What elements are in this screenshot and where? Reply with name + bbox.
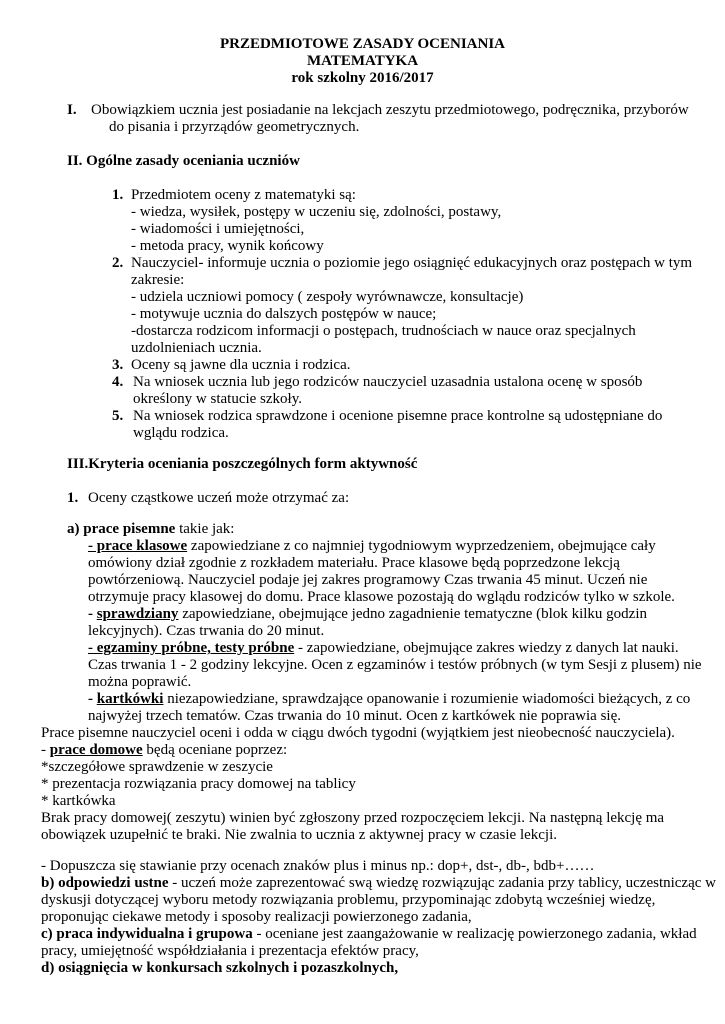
homework-item: *szczegółowe sprawdzenie w zeszycie [41, 759, 273, 775]
written-work-label: prace pisemne [83, 521, 176, 537]
point-1-number: 1. [67, 490, 79, 506]
oral-answers-text: - uczeń może zaprezentować swą wiedzę rozwiązując zadania przy tablicy, uczestnicząc w [168, 875, 716, 891]
item-1-text: Przedmiotem oceny z matematyki są: [131, 187, 356, 203]
short-tests-text: niezapowiedziane, sprawdzające opanowanie i rozumienie wiadomości bieżących, z co [163, 691, 691, 707]
group-work-label: c) praca indywidualna i grupowa [41, 926, 253, 942]
item-5-text-cont: wglądu rodzica. [133, 425, 229, 441]
homework-item: * prezentacja rozwiązania pracy domowej na tablicy [41, 776, 356, 792]
oral-answers-text-cont: proponując ciekawe metody i sposoby realizacji powierzonego zadania, [41, 909, 472, 925]
homework-line [41, 741, 287, 759]
section-1-text-cont: do pisania i przyrządów geometrycznych. [109, 119, 360, 135]
class-tests-text: zapowiedziane z co najmniej tygodniowym wyprzedzeniem, obejmujące cały [187, 538, 656, 554]
quizzes-label: sprawdziany [96, 606, 179, 622]
section-1-number: I. [67, 102, 77, 118]
mock-exams-text: - zapowiedziane, obejmujące zakres wiedzy z danych lat nauki. [294, 640, 679, 656]
item-1-sub: - wiadomości i umiejętności, [131, 221, 305, 237]
plus-minus-note: - Dopuszcza się stawianie przy ocenach znaków plus i minus np.: dop+, dst-, db-, bdb+…… [41, 858, 595, 874]
document-title: PRZEDMIOTOWE ZASADY OCENIANIA [219, 36, 506, 52]
mock-exams-label: - egzaminy próbne, testy próbne [88, 640, 295, 656]
school-year: rok szkolny 2016/2017 [291, 70, 434, 86]
quizzes-line [88, 605, 647, 623]
group-work-line [41, 925, 697, 943]
class-tests-text-cont: otrzymuje pracy klasowej do domu. Prace klasowe pozostają do wglądu rodziców tylko w szkole. [88, 589, 675, 605]
mock-exams-text-cont: można poprawić. [88, 674, 192, 690]
short-tests-dash: - [88, 691, 97, 707]
homework-item: * kartkówka [41, 793, 116, 809]
oral-answers-text-cont: dyskusji dotyczącej wyboru metody rozwiązania problemu, przypominając zdobytą wcześniej wiedzę, [41, 892, 656, 908]
item-4-text: Na wniosek ucznia lub jego rodziców nauczyciel uzasadnia ustalona ocenę w sposób [133, 374, 643, 390]
group-work-text: - oceniane jest zaangażowanie w realizację powierzonego zadania, wkład [252, 926, 697, 942]
mock-exams-text-cont: Czas trwania 1 - 2 godziny lekcyjne. Ocen z egzaminów i testów próbnych (w tym Sesji z plusem) nie [88, 657, 702, 673]
section-2-heading: II. Ogólne zasady oceniania uczniów [67, 153, 300, 169]
competitions-line: d) osiągnięcia w konkursach szkolnych i pozaszkolnych, [41, 960, 399, 976]
class-tests-text-cont: omówiony dział zgodnie z rozkładem materiału. Prace klasowe będą poprzedzone lekcją [88, 555, 620, 571]
short-tests-label: kartkówki [96, 691, 164, 707]
item-2-number: 2. [112, 255, 124, 271]
item-2-text-cont: zakresie: [131, 272, 185, 288]
item-1-sub: - wiedza, wysiłek, postępy w uczeniu się, zdolności, postawy, [131, 204, 502, 220]
homework-dash: - [41, 742, 50, 758]
quizzes-text-cont: lekcyjnych). Czas trwania do 20 minut. [88, 623, 325, 639]
class-tests-line [88, 537, 656, 555]
section-3-heading: III.Kryteria oceniania poszczególnych form aktywność [67, 456, 418, 472]
group-work-text-cont: pracy, umiejętność współdziałania i prezentacja efektów pracy, [41, 943, 419, 959]
missing-homework-text-cont: obowiązek uzupełnić te braki. Nie zwalnia to ucznia z aktywnej pracy w czasie lekcji. [41, 827, 558, 843]
item-2-sub: - udziela uczniowi pomocy ( zespoły wyrównawcze, konsultacje) [131, 289, 524, 305]
class-tests-label: - prace klasowe [88, 538, 188, 554]
written-work-line [67, 520, 234, 538]
item-1-number: 1. [112, 187, 124, 203]
mock-exams-line [88, 639, 679, 657]
item-3-number: 3. [112, 357, 124, 373]
item-2-text: Nauczyciel- informuje ucznia o poziomie jego osiągnięć edukacyjnych oraz postępach w tym [131, 255, 693, 271]
section-1-text: Obowiązkiem ucznia jest posiadanie na lekcjach zeszytu przedmiotowego, podręcznika, przyborów [91, 102, 689, 118]
quizzes-text: zapowiedziane, obejmujące jedno zagadnienie tematyczne (blok kilku godzin [178, 606, 647, 622]
oral-answers-label: b) odpowiedzi ustne [41, 875, 169, 891]
item-5-text: Na wniosek rodzica sprawdzone i ocenione pisemne prace kontrolne są udostępniane do [133, 408, 663, 424]
item-5-number: 5. [112, 408, 124, 424]
short-tests-line [88, 690, 690, 708]
point-a-label: a) [67, 521, 80, 537]
missing-homework-text: Brak pracy domowej( zeszytu) winien być zgłoszony przed rozpoczęciem lekcji. Na następną lekcję ma [41, 810, 665, 826]
item-2-sub-cont: uzdolnieniach ucznia. [131, 340, 262, 356]
item-2-sub: - motywuje ucznia do dalszych postępów w nauce; [131, 306, 437, 322]
item-4-text-cont: określony w statucie szkoły. [133, 391, 302, 407]
return-policy: Prace pisemne nauczyciel oceni i odda w ciągu dwóch tygodni (wyjątkiem jest nieobecność nauczyciela). [41, 725, 675, 741]
point-1-text: Oceny cząstkowe uczeń może otrzymać za: [88, 490, 350, 506]
class-tests-text-cont: powtórzeniową. Nauczyciel podaje jej zakres programowy Czas trwania 45 minut. Uczeń nie [88, 572, 648, 588]
item-3-text: Oceny są jawne dla ucznia i rodzica. [131, 357, 351, 373]
quizzes-dash: - [88, 606, 97, 622]
item-1-sub: - metoda pracy, wynik końcowy [131, 238, 324, 254]
item-2-sub: -dostarcza rodzicom informacji o postępach, trudnościach w nauce oraz specjalnych [131, 323, 636, 339]
short-tests-text-cont: najwyżej trzech tematów. Czas trwania do 10 minut. Ocen z kartkówek nie poprawia się. [88, 708, 622, 724]
written-work-text: takie jak: [175, 521, 235, 537]
oral-answers-line [41, 874, 716, 892]
homework-text: będą oceniane poprzez: [142, 742, 288, 758]
item-4-number: 4. [112, 374, 124, 390]
subject-title: MATEMATYKA [306, 53, 419, 69]
homework-label: prace domowe [49, 742, 143, 758]
